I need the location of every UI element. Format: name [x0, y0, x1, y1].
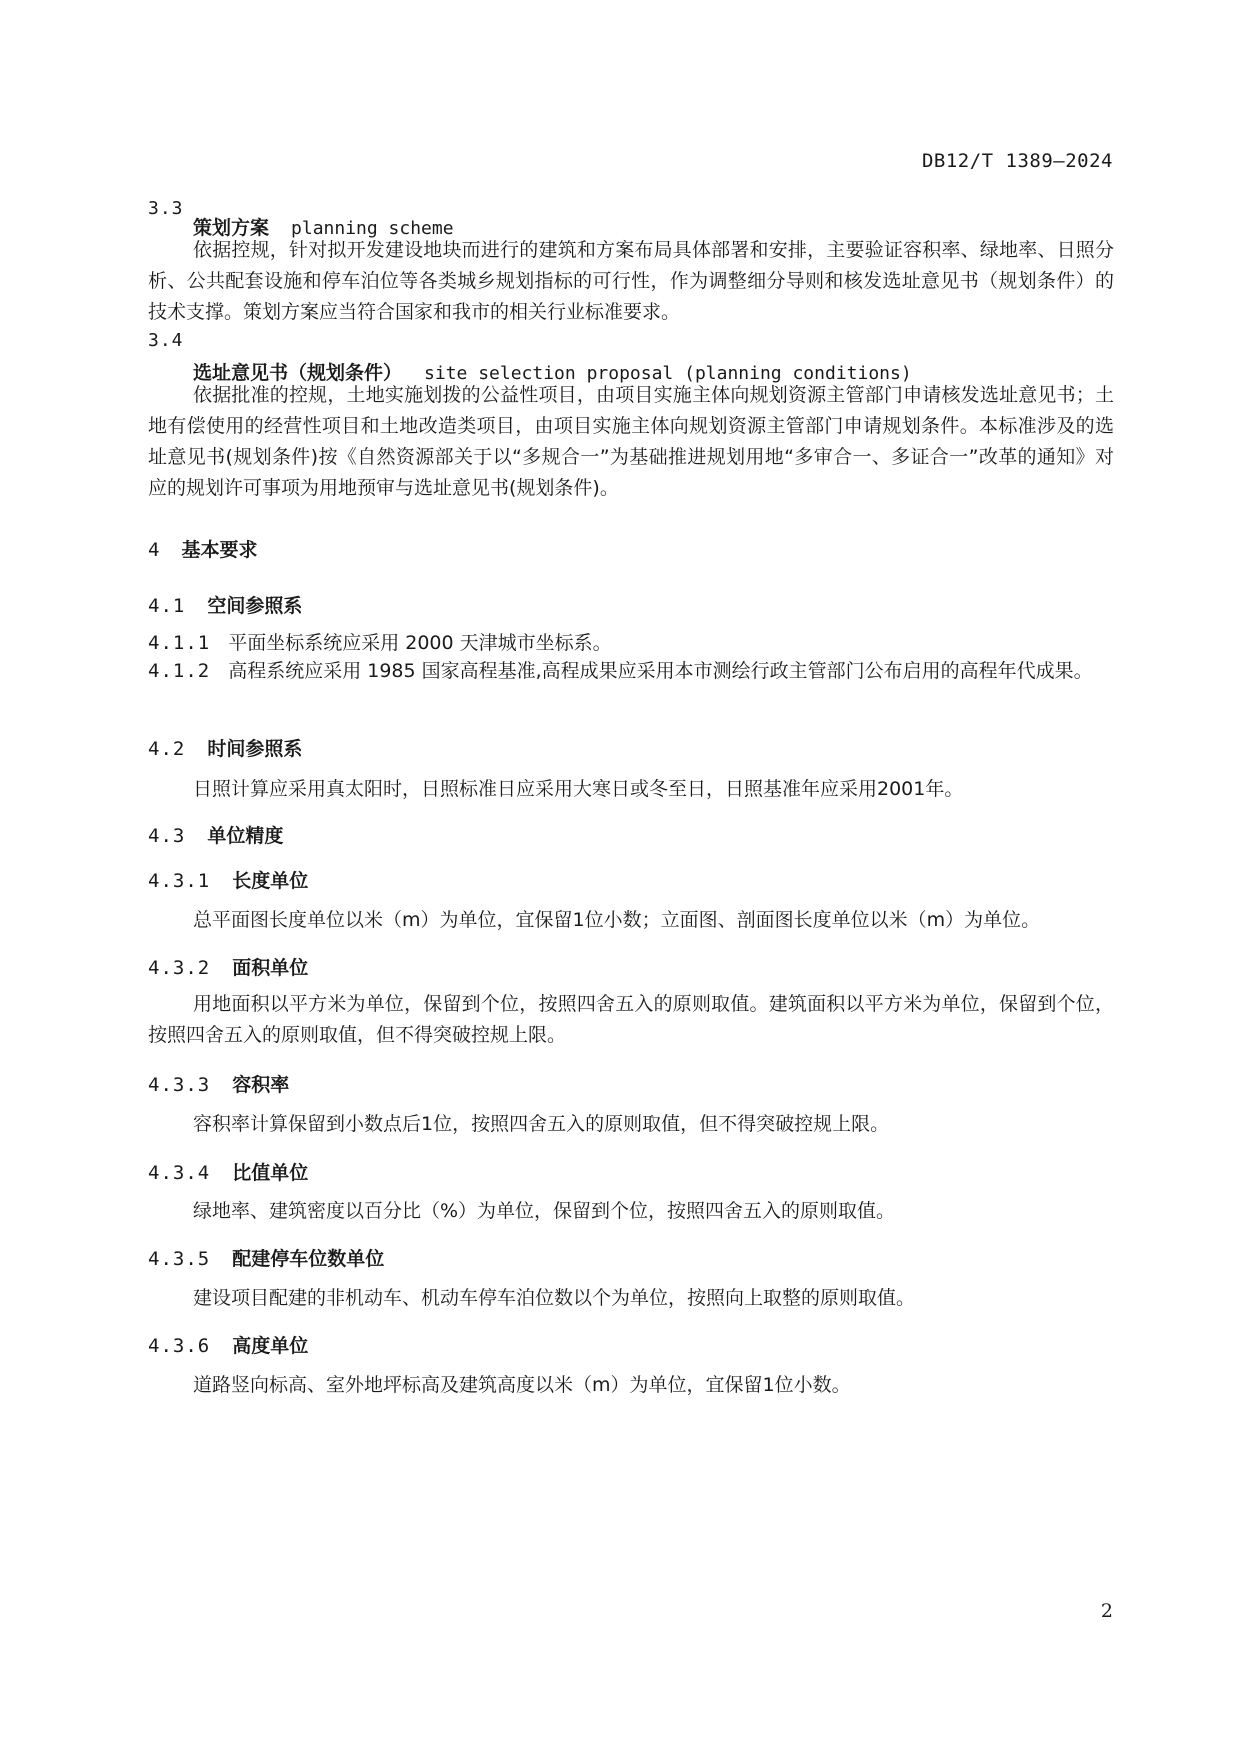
section-4-3-1-heading: 4.3.1 长度单位	[148, 870, 309, 892]
section-3-4-number: 3.4	[148, 330, 184, 351]
section-4-3-6-text: 道路竖向标高、室外地坪标高及建筑高度以米（m）为单位，宜保留1位小数。	[193, 1374, 851, 1396]
section-4-3-heading: 4.3 单位精度	[148, 825, 284, 847]
section-4-3-3-text: 容积率计算保留到小数点后1位，按照四舍五入的原则取值，但不得突破控规上限。	[193, 1113, 890, 1135]
section-4-3-1-text: 总平面图长度单位以米（m）为单位，宜保留1位小数；立面图、剖面图长度单位以米（m）为单位。	[193, 909, 1041, 931]
clause-4-1-2: 4.1.2 高程系统应采用 1985 国家高程基准,高程成果应采用本市测绘行政主管部门公布启用的高程年代成果。	[148, 660, 1093, 682]
page-number: 2	[1100, 1600, 1113, 1622]
term-cn: 策划方案	[193, 217, 270, 239]
section-4-3-3-heading: 4.3.3 容积率	[148, 1074, 290, 1096]
section-4-3-2-text: 用地面积以平方米为单位，保留到个位，按照四舍五入的原则取值。建筑面积以平方米为单位，保留到个位，按照四舍五入的原则取值，但不得突破控规上限。	[148, 993, 1114, 1046]
chapter-4-heading: 4 基本要求	[148, 539, 258, 561]
section-4-2-heading: 4.2 时间参照系	[148, 738, 303, 760]
section-4-3-5-text: 建设项目配建的非机动车、机动车停车泊位数以个为单位，按照向上取整的原则取值。	[193, 1287, 916, 1309]
section-4-2-text: 日照计算应采用真太阳时，日照标准日应采用大寒日或冬至日，日照基准年应采用2001年。	[193, 778, 964, 800]
term-en: planning scheme	[291, 218, 454, 239]
section-3-3-number: 3.3	[148, 198, 184, 219]
section-4-3-6-heading: 4.3.6 高度单位	[148, 1335, 309, 1357]
section-4-3-4-heading: 4.3.4 比值单位	[148, 1162, 309, 1184]
clause-4-1-1: 4.1.1 平面坐标系统应采用 2000 天津城市坐标系。	[148, 632, 612, 654]
term-cn: 选址意见书（规划条件）	[193, 362, 403, 384]
section-4-3-5-heading: 4.3.5 配建停车位数单位	[148, 1248, 385, 1270]
definition-planning-scheme: 依据控规，针对拟开发建设地块而进行的建筑和方案布局具体部署和安排，主要验证容积率、绿地率、日照分析、公共配套设施和停车泊位等各类城乡规划指标的可行性，作为调整细分导则和核发选址意见书（规划条件）的技术支撑。策划方案应当符合国家和我市的相关行业标准要求。	[148, 239, 1114, 323]
section-4-3-2-heading: 4.3.2 面积单位	[148, 957, 309, 979]
definition-site-selection: 依据批准的控规，土地实施划拨的公益性项目，由项目实施主体向规划资源主管部门申请核发选址意见书；土地有偿使用的经营性项目和土地改造类项目，由项目实施主体向规划资源主管部门申请规划条件。本标准涉及的选址意见书(规划条件)按《自然资源部关于以“多规合一”为基础推进规划用地“多审合一、多证合一”改革的通知》对应的规划许可事项为用地预审与选址意见书(规划条件)。	[148, 384, 1114, 499]
section-4-3-4-text: 绿地率、建筑密度以百分比（%）为单位，保留到个位，按照四舍五入的原则取值。	[193, 1200, 896, 1222]
section-4-1-heading: 4.1 空间参照系	[148, 595, 303, 617]
term-en: site selection proposal (planning conditions)	[424, 363, 912, 384]
standard-code: DB12/T 1389—2024	[921, 150, 1113, 172]
